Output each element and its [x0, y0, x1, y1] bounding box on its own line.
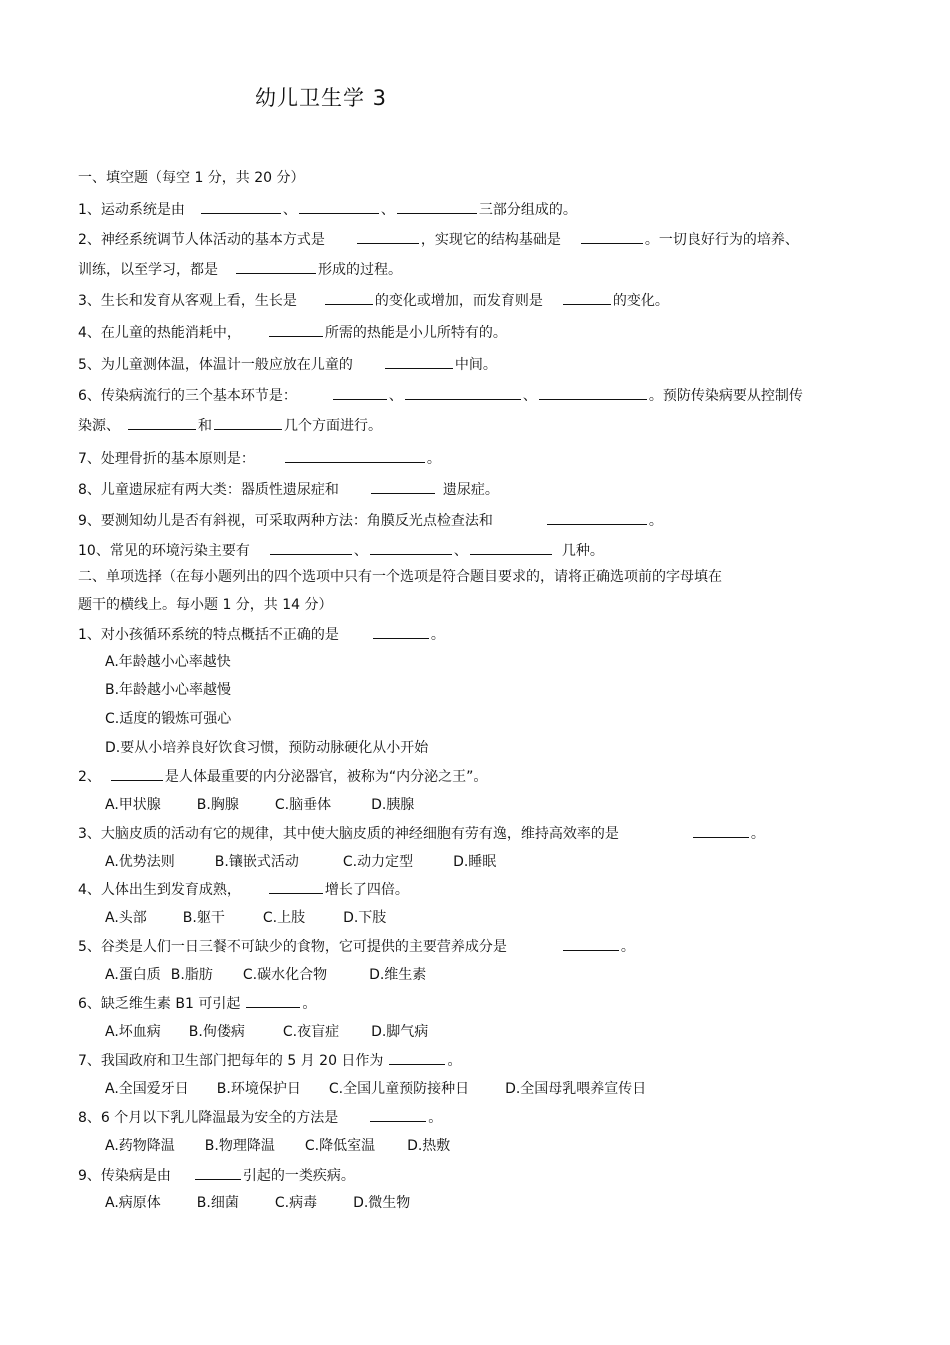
s2-q9-options: A.病原体 B.细菌 C.病毒 D.微生物	[105, 1195, 411, 1211]
blank	[285, 448, 425, 463]
s2-q4-stem: 4、人体出生到发育成熟， 增长了四倍。	[78, 879, 409, 900]
section2-heading-line2: 题干的横线上。每小题 1 分，共 14 分）	[78, 597, 333, 613]
blank	[385, 354, 453, 369]
s2-q9-stem: 9、传染病是由 引起的一类疾病。	[78, 1165, 355, 1186]
blank	[299, 199, 379, 214]
section2-heading-line1: 二、单项选择（在每小题列出的四个选项中只有一个选项是符合题目要求的，请将正确选项前的字母填在	[78, 569, 722, 585]
s1-q7: 7、处理骨折的基本原则是： 。	[78, 448, 441, 469]
page-title: 幼儿卫生学 3	[255, 86, 388, 110]
blank	[389, 1050, 445, 1065]
s2-q1-option-a: A.年龄越小心率越快	[105, 654, 231, 670]
s2-q7-stem: 7、我国政府和卫生部门把每年的 5 月 20 日作为 。	[78, 1050, 461, 1071]
s1-q6-line1: 6、传染病流行的三个基本环节是： 、 、 。预防传染病要从控制传	[78, 385, 803, 406]
s1-q5: 5、为儿童测体温，体温计一般应放在儿童的 中间。	[78, 354, 497, 375]
blank	[373, 624, 429, 639]
s2-q1-option-b: B.年龄越小心率越慢	[105, 682, 232, 698]
blank	[370, 540, 452, 555]
s2-q6-options: A.坏血病 B.佝偻病 C.夜盲症 D.脚气病	[105, 1024, 429, 1040]
blank	[214, 415, 282, 430]
s2-q3-stem: 3、大脑皮质的活动有它的规律，其中使大脑皮质的神经细胞有劳有逸，维持高效率的是 。	[78, 823, 765, 844]
blank	[111, 766, 163, 781]
s1-q4: 4、在儿童的热能消耗中， 所需的热能是小儿所特有的。	[78, 322, 507, 343]
s1-q6-line2: 染源、 和 几个方面进行。	[78, 415, 382, 436]
blank	[693, 823, 749, 838]
s2-q8-stem: 8、6 个月以下乳儿降温最为安全的方法是 。	[78, 1107, 442, 1128]
s1-q10: 10、常见的环境污染主要有 、 、 几种。	[78, 540, 604, 561]
blank	[195, 1165, 241, 1180]
blank	[357, 229, 419, 244]
s2-q5-stem: 5、谷类是人们一日三餐不可缺少的食物，它可提供的主要营养成分是 。	[78, 936, 635, 957]
section1-heading: 一、填空题（每空 1 分，共 20 分）	[78, 170, 305, 186]
s2-q6-stem: 6、缺乏维生素 B1 可引起 。	[78, 993, 316, 1014]
s2-q8-options: A.药物降温 B.物理降温 C.降低室温 D.热敷	[105, 1138, 451, 1154]
blank	[539, 385, 647, 400]
blank	[563, 936, 619, 951]
blank	[269, 322, 323, 337]
s2-q1-option-c: C.适度的锻炼可强心	[105, 711, 232, 727]
blank	[246, 993, 300, 1008]
blank	[397, 199, 477, 214]
blank	[581, 229, 643, 244]
blank	[201, 199, 281, 214]
s1-q8: 8、儿童遗尿症有两大类：器质性遗尿症和 遗尿症。	[78, 479, 499, 500]
s2-q2-options: A.甲状腺 B.胸腺 C.脑垂体 D.胰腺	[105, 797, 415, 813]
blank	[236, 259, 316, 274]
s2-q1-option-d: D.要从小培养良好饮食习惯，预防动脉硬化从小开始	[105, 740, 429, 756]
s1-q2-line1: 2、神经系统调节人体活动的基本方式是 ，实现它的结构基础是 。一切良好行为的培养、	[78, 229, 799, 250]
blank	[470, 540, 552, 555]
blank	[270, 540, 352, 555]
s1-q3: 3、生长和发育从客观上看，生长是 的变化或增加，而发育则是 的变化。	[78, 290, 669, 311]
s2-q3-options: A.优势法则 B.镶嵌式活动 C.动力定型 D.睡眠	[105, 854, 497, 870]
blank	[370, 1107, 426, 1122]
blank	[405, 385, 521, 400]
blank	[325, 290, 373, 305]
blank	[547, 510, 647, 525]
blank	[128, 415, 196, 430]
blank	[269, 879, 323, 894]
s1-q1: 1、运动系统是由 、 、 三部分组成的。	[78, 199, 577, 220]
blank	[333, 385, 387, 400]
blank	[563, 290, 611, 305]
s2-q4-options: A.头部 B.躯干 C.上肢 D.下肢	[105, 910, 387, 926]
s2-q5-options: A.蛋白质 B.脂肪 C.碳水化合物 D.维生素	[105, 967, 427, 983]
blank	[371, 479, 435, 494]
s1-q2-line2: 训练，以至学习，都是 形成的过程。	[78, 259, 402, 280]
s1-q9: 9、要测知幼儿是否有斜视，可采取两种方法：角膜反光点检查法和 。	[78, 510, 663, 531]
s2-q1-stem: 1、对小孩循环系统的特点概括不正确的是 。	[78, 624, 445, 645]
s2-q7-options: A.全国爱牙日 B.环境保护日 C.全国儿童预防接种日 D.全国母乳喂养宣传日	[105, 1081, 647, 1097]
s2-q2-stem: 2、 是人体最重要的内分泌器官，被称为“内分泌之王”。	[78, 766, 487, 787]
